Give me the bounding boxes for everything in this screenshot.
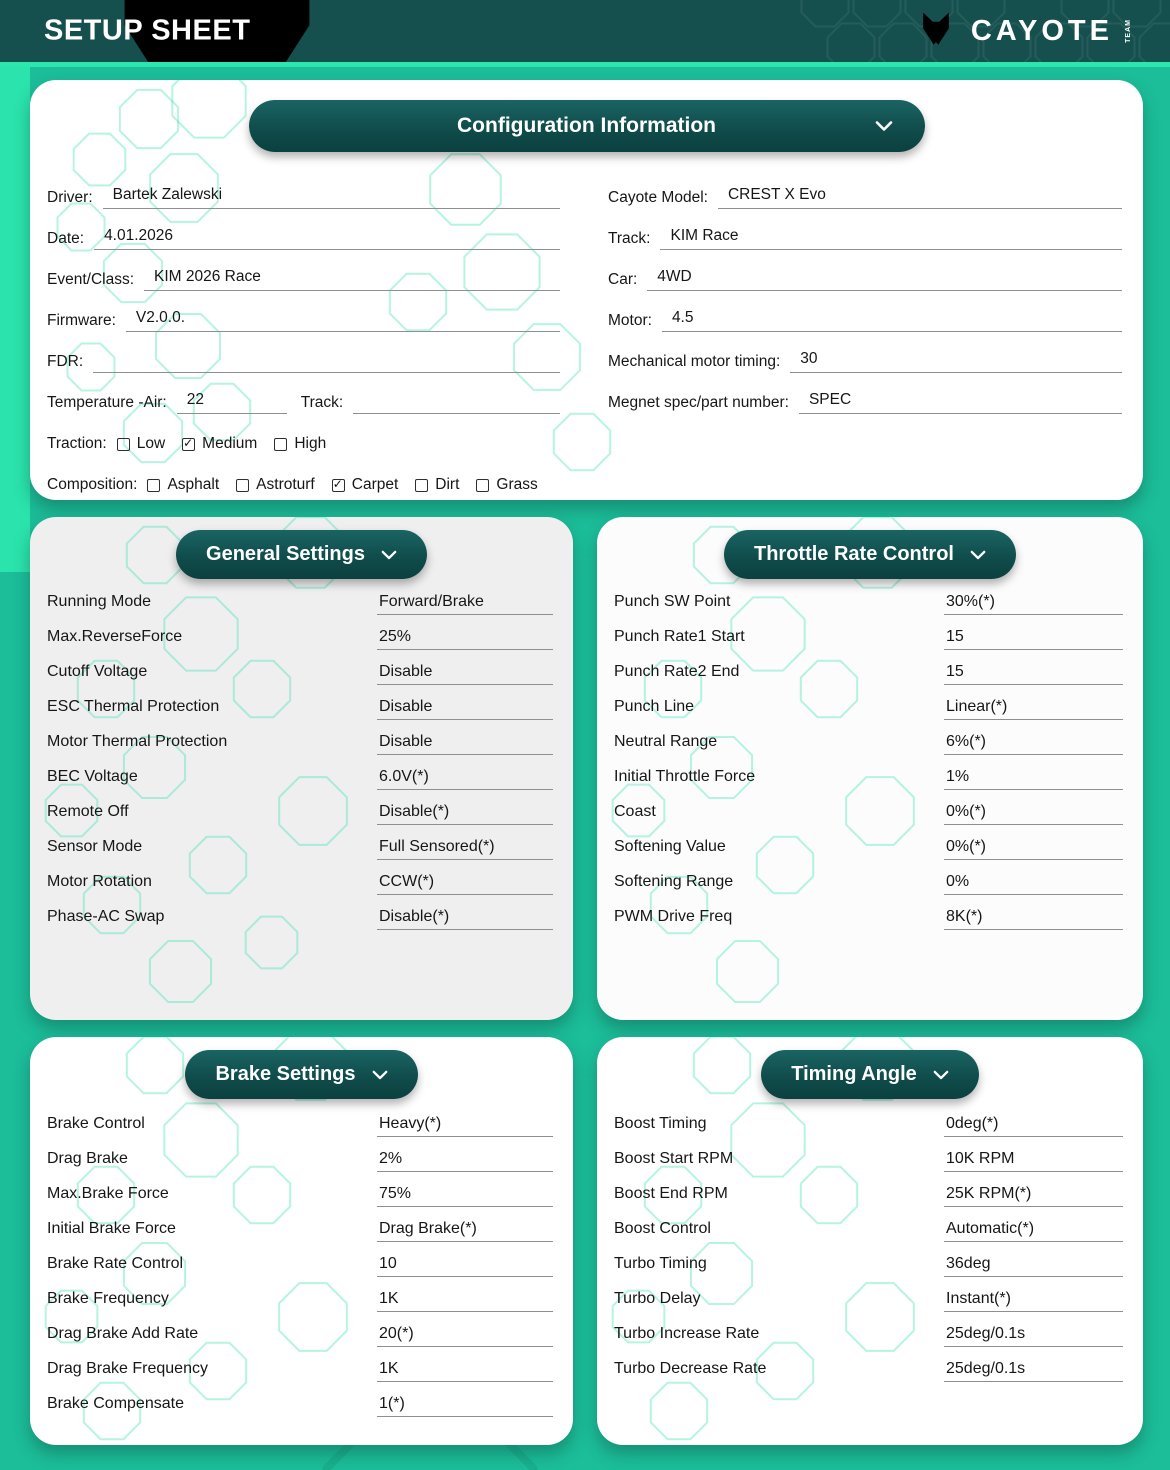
setting-value[interactable]: 10 [377,1254,553,1277]
config-field [47,332,560,373]
setting-value[interactable]: Disable(*) [377,907,553,930]
settings-row [47,767,553,802]
config-field [47,168,560,209]
header-accent-line [0,62,1170,67]
setting-label: Brake Rate Control [47,1255,184,1272]
setting-label: Motor Rotation [47,873,152,890]
setting-label: Sensor Mode [47,838,143,855]
settings-row [47,1324,553,1359]
field-label: Track: [300,394,344,411]
field-label: Traction: [47,435,107,452]
field-label: Firmware: [47,312,116,329]
field-label: Mechanical motor timing: [608,353,781,370]
setting-label: Phase-AC Swap [47,908,165,925]
checkbox-label: Astroturf [256,476,315,493]
setting-label: Max.ReverseForce [47,628,183,645]
checkbox-label: Dirt [435,476,460,493]
setting-value[interactable]: Linear(*) [944,697,1123,720]
section-title: Configuration Information [457,114,716,137]
settings-row [614,767,1123,802]
section-title: Brake Settings [215,1063,356,1085]
field-label: Cayote Model: [608,189,708,206]
settings-row [614,802,1123,837]
setting-value[interactable]: Disable [377,697,553,720]
setting-value[interactable]: Heavy(*) [377,1114,553,1137]
throttle-rate-control-rows [614,592,1123,942]
header [0,0,1170,62]
brake-settings-rows [47,1114,553,1429]
setting-label: Boost Control [614,1220,711,1237]
settings-row [614,1254,1123,1289]
field-value[interactable]: 4.01.2026 [94,227,560,250]
setting-label: Drag Brake Frequency [47,1360,208,1377]
brand-sub-label: TEAM [1125,19,1132,43]
settings-row [47,872,553,907]
general-settings-section-header[interactable] [176,530,427,579]
config-field [608,332,1122,373]
checkbox-option[interactable] [182,435,257,455]
setting-value[interactable]: 75% [377,1184,553,1207]
chevron-down-icon [933,1070,949,1080]
settings-row [614,1289,1123,1324]
field-label: Megnet spec/part number: [608,394,789,411]
setting-label: Boost Start RPM [614,1150,734,1167]
checkbox-unchecked-icon[interactable] [147,479,160,492]
brand-name: CAYOTE [970,14,1113,47]
config-field [47,250,560,291]
brand-logo [913,8,1132,54]
settings-row [47,1114,553,1149]
checkbox-option[interactable] [274,435,326,455]
checkbox-option[interactable] [236,476,315,496]
setting-value[interactable]: 0%(*) [944,837,1123,860]
checkbox-checked-icon[interactable] [332,479,345,492]
checkbox-unchecked-icon[interactable] [274,438,287,451]
setting-value[interactable]: 10K RPM [944,1149,1123,1172]
chevron-down-icon [970,550,986,560]
setting-label: Turbo Increase Rate [614,1325,760,1342]
field-value[interactable]: SPEC [799,391,1122,414]
checkbox-label: Low [136,435,166,452]
setting-label: Softening Value [614,838,726,855]
chevron-down-icon [381,550,397,560]
checkbox-checked-icon[interactable] [182,438,195,451]
setting-value[interactable]: 15 [944,662,1123,685]
field-value[interactable] [93,350,560,373]
settings-row [47,732,553,767]
settings-row [47,592,553,627]
timing-angle-rows [614,1114,1123,1394]
setting-value[interactable]: 25K RPM(*) [944,1184,1123,1207]
setting-label: Boost Timing [614,1115,707,1132]
settings-row [614,1114,1123,1149]
settings-row [614,1149,1123,1184]
setting-label: Punch Line [614,698,695,715]
setting-value[interactable]: 0% [944,872,1123,895]
wolf-logo-icon [913,8,959,54]
settings-row [47,907,553,942]
setting-label: Cutoff Voltage [47,663,148,680]
setting-label: Brake Compensate [47,1395,184,1412]
setting-label: Coast [614,803,656,820]
setting-value[interactable]: Instant(*) [944,1289,1123,1312]
setting-value[interactable]: Disable [377,662,553,685]
settings-row [614,627,1123,662]
setting-value[interactable]: 8K(*) [944,907,1123,930]
setting-label: Brake Frequency [47,1290,169,1307]
settings-row [47,837,553,872]
checkbox-option[interactable] [415,476,459,496]
checkbox-label: Grass [496,476,538,493]
settings-row [614,1359,1123,1394]
general-settings-card [30,517,573,1020]
temperature-track-value[interactable] [353,391,560,414]
background-accent-strip [0,67,30,572]
setting-label: Running Mode [47,593,152,610]
setting-label: Turbo Delay [614,1290,701,1307]
setting-value[interactable]: 30%(*) [944,592,1123,615]
field-label: Driver: [47,189,93,206]
setting-value[interactable]: 0deg(*) [944,1114,1123,1137]
settings-row [47,662,553,697]
setting-value[interactable]: 1(*) [377,1394,553,1417]
timing-angle-card [597,1037,1143,1445]
settings-row [614,662,1123,697]
setting-label: Turbo Decrease Rate [614,1360,767,1377]
setting-value[interactable]: 1K [377,1359,553,1382]
checkbox-label: High [294,435,327,452]
field-label: Event/Class: [47,271,135,288]
field-value[interactable]: V2.0.0. [126,309,560,332]
checkbox-label: Asphalt [167,476,220,493]
setting-label: Remote Off [47,803,129,820]
chevron-down-icon [372,1070,388,1080]
settings-row [614,697,1123,732]
setting-label: Punch SW Point [614,593,731,610]
setting-label: ESC Thermal Protection [47,698,220,715]
checkbox-unchecked-icon[interactable] [415,479,428,492]
configuration-right-column [608,168,1122,414]
field-value[interactable]: Bartek Zalewski [103,186,560,209]
checkbox-option[interactable] [117,435,165,455]
setting-value[interactable]: 36deg [944,1254,1123,1277]
settings-row [47,802,553,837]
setting-value[interactable]: Disable [377,732,553,755]
settings-row [614,1184,1123,1219]
brake-settings-section-header[interactable] [185,1050,417,1099]
settings-row [47,697,553,732]
setting-value[interactable]: Drag Brake(*) [377,1219,553,1242]
section-title: General Settings [206,543,365,565]
setting-value[interactable]: Full Sensored(*) [377,837,553,860]
configuration-section-header[interactable] [249,100,925,152]
settings-row [47,1394,553,1429]
section-title: Timing Angle [791,1063,917,1085]
settings-row [47,1184,553,1219]
checkbox-unchecked-icon[interactable] [236,479,249,492]
chevron-down-icon [875,121,893,132]
config-field [47,291,560,332]
configuration-fields [47,168,1122,496]
configuration-card [30,80,1143,500]
setting-label: Punch Rate1 Start [614,628,745,645]
settings-row [614,592,1123,627]
settings-row [47,1219,553,1254]
field-value[interactable]: KIM Race [660,227,1122,250]
composition-checkbox-group [47,455,560,496]
configuration-left-column [47,168,560,496]
setting-value[interactable]: 20(*) [377,1324,553,1347]
field-label: Car: [608,271,638,288]
setting-value[interactable]: 25% [377,627,553,650]
field-value[interactable]: KIM 2026 Race [144,268,560,291]
setting-value[interactable]: 6%(*) [944,732,1123,755]
setting-label: BEC Voltage [47,768,138,785]
settings-row [614,907,1123,942]
field-value[interactable]: CREST X Evo [718,186,1122,209]
setting-label: PWM Drive Freq [614,908,733,925]
field-label: Motor: [608,312,652,329]
checkbox-label: Carpet [351,476,399,493]
config-field [47,209,560,250]
setting-label: Initial Throttle Force [614,768,756,785]
setting-label: Punch Rate2 End [614,663,740,680]
settings-row [47,1254,553,1289]
field-label: Composition: [47,476,138,493]
config-field [608,250,1122,291]
config-field [608,168,1122,209]
setting-label: Motor Thermal Protection [47,733,228,750]
setting-value[interactable]: Automatic(*) [944,1219,1123,1242]
settings-row [47,1359,553,1394]
setting-value[interactable]: 25deg/0.1s [944,1359,1123,1382]
setting-value[interactable]: 1K [377,1289,553,1312]
setting-value[interactable]: 25deg/0.1s [944,1324,1123,1347]
checkbox-option[interactable] [332,476,399,496]
traction-checkbox-group [47,414,560,455]
setting-value[interactable]: 15 [944,627,1123,650]
throttle-rate-control-card [597,517,1143,1020]
setting-value[interactable]: CCW(*) [377,872,553,895]
setting-label: Neutral Range [614,733,718,750]
setting-value[interactable]: 0%(*) [944,802,1123,825]
setting-label: Max.Brake Force [47,1185,169,1202]
general-settings-rows [47,592,553,942]
settings-row [614,872,1123,907]
section-title: Throttle Rate Control [754,543,954,565]
field-label: Date: [47,230,85,247]
temperature-air-value[interactable]: 22 [177,391,287,414]
setting-label: Brake Control [47,1115,145,1132]
field-label: Track: [608,230,651,247]
field-value[interactable]: 4WD [647,268,1122,291]
setting-value[interactable]: 1% [944,767,1123,790]
timing-angle-section-header[interactable] [761,1050,979,1099]
setting-label: Drag Brake [47,1150,128,1167]
setting-value[interactable]: Forward/Brake [377,592,553,615]
setting-value[interactable]: 2% [377,1149,553,1172]
page-title: SETUP SHEET [44,14,251,47]
setting-value[interactable]: Disable(*) [377,802,553,825]
setting-label: Initial Brake Force [47,1220,176,1237]
checkbox-option[interactable] [147,476,219,496]
checkbox-option[interactable] [476,476,537,496]
setting-label: Turbo Timing [614,1255,707,1272]
settings-row [614,1324,1123,1359]
settings-row [47,1149,553,1184]
brake-settings-card [30,1037,573,1445]
checkbox-unchecked-icon[interactable] [476,479,489,492]
field-label: FDR: [47,353,84,370]
setting-value[interactable]: 6.0V(*) [377,767,553,790]
checkbox-unchecked-icon[interactable] [117,438,130,451]
setting-label: Drag Brake Add Rate [47,1325,199,1342]
settings-row [47,627,553,662]
field-label: Temperature -Air: [47,394,167,411]
setting-label: Boost End RPM [614,1185,728,1202]
throttle-rate-control-section-header[interactable] [724,530,1016,579]
settings-row [614,732,1123,767]
temperature-field-row [47,373,560,414]
settings-row [47,1289,553,1324]
config-field [608,373,1122,414]
settings-row [614,837,1123,872]
field-value[interactable]: 4.5 [662,309,1122,332]
checkbox-label: Medium [202,435,258,452]
settings-row [614,1219,1123,1254]
config-field [608,291,1122,332]
config-field [608,209,1122,250]
setting-label: Softening Range [614,873,734,890]
field-value[interactable]: 30 [790,350,1122,373]
